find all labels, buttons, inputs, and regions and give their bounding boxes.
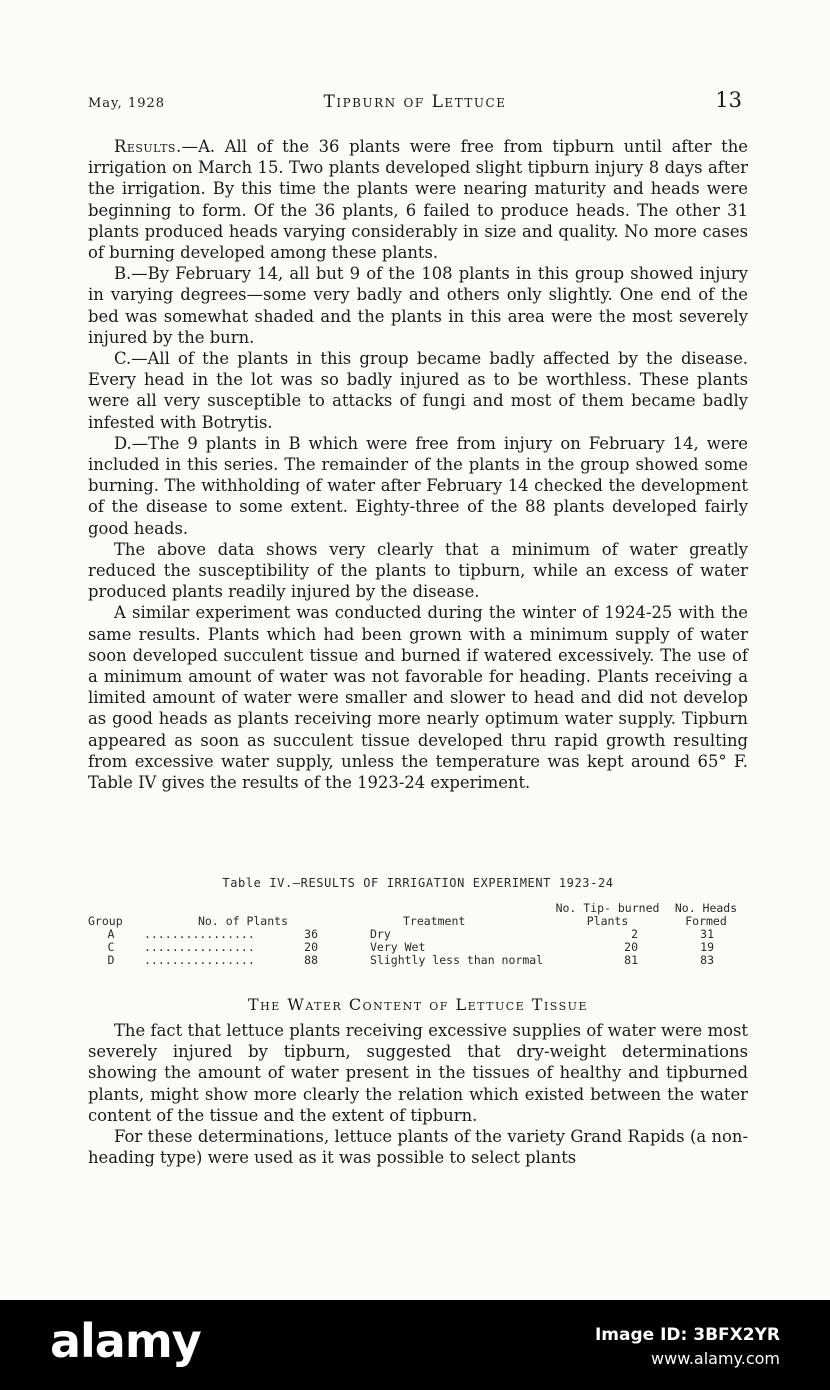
col-header-plants: No. of Plants — [198, 914, 289, 928]
cell-group: D — [107, 953, 115, 967]
cell-heads: 31 — [700, 927, 714, 941]
cell-leader-dots: ................ — [144, 927, 255, 941]
cell-treatment: Very Wet — [370, 940, 426, 954]
cell-plants: 88 — [304, 953, 318, 967]
results-table — [88, 876, 748, 967]
paragraph-determinations: For these determinations, lettuce plants of the variety Grand Rapids (a non-heading type) were used as it was possible to select plants — [88, 1127, 748, 1168]
cell-group: A — [107, 927, 115, 941]
table-caption: Table IV.—RESULTS OF IRRIGATION EXPERIMENT 1923-24 — [222, 876, 614, 890]
page-number: 13 — [715, 88, 742, 112]
col-header-tipburned: No. Tip- burned Plants — [555, 901, 660, 928]
cell-tipburned: 81 — [624, 953, 638, 967]
stock-url: www.alamy.com — [651, 1349, 780, 1368]
page-header — [88, 88, 742, 118]
paragraph-summary: The above data shows very clearly that a minimum of water greatly reduced the susceptibility of the plants to tipburn, while an excess of water produced plants readily injured by the disease. — [88, 539, 748, 602]
paragraph-results-d: D.—The 9 plants in B which were free from injury on February 14, were included in this series. The remainder of the plants in the group showed some burning. The withholding of water after February 14 checked the development of the disease to some extent. Eighty-three of the 88 plants developed fairly good heads. — [88, 433, 748, 538]
col-header-group: Group — [88, 914, 123, 928]
cell-tipburned: 20 — [624, 940, 638, 954]
running-title: Tipburn of Lettuce — [323, 92, 507, 112]
stock-image-info — [595, 1324, 780, 1370]
table-row — [88, 954, 748, 967]
cell-heads: 83 — [700, 953, 714, 967]
section-body-text — [88, 1020, 748, 1168]
cell-plants: 20 — [304, 940, 318, 954]
cell-leader-dots: ................ — [144, 953, 255, 967]
paragraph-results-a — [88, 136, 748, 263]
header-date: May, 1928 — [88, 96, 166, 111]
cell-treatment: Dry — [370, 927, 391, 941]
table-header-row — [88, 898, 748, 928]
paragraph-results-c: C.—All of the plants in this group became badly affected by the disease. Every head in the lot was so badly injured as to be worthless. These plants were all very susceptible to attacks of fungi and most of them became badly infested with Botrytis. — [88, 349, 748, 432]
paragraph-results-b: B.—By February 14, all but 9 of the 108 plants in this group showed injury in varying degrees—some very badly and others only slightly. One end of the bed was somewhat shaded and the plants in this area were the most severely injured by the burn. — [88, 264, 748, 347]
cell-leader-dots: ................ — [144, 940, 255, 954]
cell-tipburned: 2 — [631, 927, 638, 941]
paragraph-text: —A. All of the 36 plants were free from tipburn until after the irrigation on March 15. Two plants developed slight tipburn injury 8 days after the irrigation. By this time the plants were nearing maturity and heads were beginning to form. Of the 36 plants, 6 failed to produce heads. The other 31 plants produced heads varying considerably in size and quality. No more cases of burning developed among these plants. — [88, 137, 748, 263]
cell-group: C — [107, 940, 115, 954]
paragraph-water-content: The fact that lettuce plants receiving excessive supplies of water were most severely injured by tipburn, suggested that dry-weight determinations showing the amount of water present in the tissues of healthy and tipburned plants, might show more clearly the relation which existed between the water content of the tissue and the extent of tipburn. — [88, 1021, 748, 1125]
image-id: Image ID: 3BFX2YR — [594, 1325, 780, 1345]
body-text — [88, 136, 748, 793]
stock-watermark-bar — [0, 1300, 830, 1390]
paragraph-similar-experiment: A similar experiment was conducted during the winter of 1924-25 with the same results. Plants which had been grown with a minimum supply of water soon developed succulent tissue and burned if watered excessively. The use of a minimum amount of water was not favorable for heading. Plants receiving a limited amount of water were smaller and slower to head and did not develop as good heads as plants receiving more nearly optimum water supply. Tipburn appeared as soon as succulent tissue developed thru rapid growth resulting from excessive water supply, unless the temperature was kept around 65° F. Table IV gives the results of the 1923-24 experiment. — [88, 603, 748, 793]
col-header-heads: No. Heads Formed — [674, 901, 738, 928]
section-title: The Water Content of Lettuce Tissue — [248, 995, 588, 1014]
run-in-heading: Results. — [114, 137, 182, 156]
col-header-treatment: Treatment — [403, 914, 466, 928]
cell-treatment: Slightly less than normal — [370, 953, 544, 967]
cell-plants: 36 — [304, 927, 318, 941]
alamy-logo: alamy — [50, 1314, 201, 1368]
cell-heads: 19 — [700, 940, 714, 954]
